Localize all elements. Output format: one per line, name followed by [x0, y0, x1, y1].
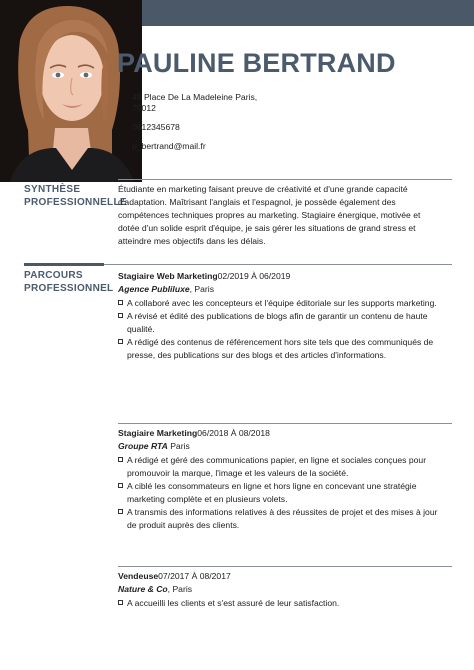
- job-separator: [118, 566, 452, 567]
- job-entry-3: [118, 570, 440, 610]
- checkbox-icon: [118, 483, 123, 488]
- contact-block: [132, 92, 272, 152]
- job-company-line: [118, 440, 440, 453]
- checkbox-icon: [118, 600, 123, 605]
- list-item: A accueilli les clients et s'est assuré de leur satisfaction.: [118, 597, 440, 610]
- checkbox-icon: [118, 339, 123, 344]
- job-header: [118, 270, 440, 283]
- list-item: A ciblé les consommateurs en ligne et hors ligne en concevant une stratégie marketing complète et en plusieurs volets.: [118, 480, 440, 506]
- list-item: A collaboré avec les concepteurs et l'équipe éditoriale sur les supports marketing.: [118, 297, 440, 310]
- job-bullets: [118, 597, 440, 610]
- job-company: Nature & Co: [118, 584, 168, 594]
- header-bar: [142, 0, 474, 26]
- job-title: Vendeuse: [118, 571, 159, 581]
- phone-text: 0612345678: [132, 122, 180, 132]
- job-company: Agence Publiluxe: [118, 284, 190, 294]
- summary-top-rule: [118, 179, 452, 180]
- checkbox-icon: [118, 457, 123, 462]
- list-item: A rédigé et géré des communications papier, en ligne et sociales conçues pour promouvoir la marque, l'image et les valeurs de la société.: [118, 454, 440, 480]
- checkbox-icon: [118, 300, 123, 305]
- career-section-bar: [24, 263, 104, 266]
- job-entry-1: [118, 270, 440, 362]
- job-bullets: [118, 454, 440, 532]
- checkbox-icon: [118, 313, 123, 318]
- job-entry-2: [118, 427, 440, 532]
- job-company-line: [118, 283, 440, 296]
- job-dates: 02/2019 À 06/2019: [217, 271, 291, 281]
- job-city: , Paris: [167, 584, 193, 594]
- job-separator: [118, 423, 452, 424]
- checkbox-icon: [118, 509, 123, 514]
- email-link[interactable]: p_bertrand@mail.fr: [132, 141, 206, 151]
- summary-section-title: SYNTHÈSE PROFESSIONNELLE: [24, 184, 127, 208]
- profile-photo: [0, 0, 142, 182]
- list-item: A rédigé des contenus de référencement hors site tels que des communiqués de presse, des publications sur des blogs et des articles d'informations.: [118, 336, 440, 362]
- job-city: Paris: [167, 441, 190, 451]
- job-dates: 07/2017 À 08/2017: [158, 571, 231, 581]
- career-section-title: PARCOURS PROFESSIONNEL: [24, 270, 114, 294]
- job-city: , Paris: [189, 284, 214, 294]
- job-dates: 06/2018 À 08/2018: [197, 428, 270, 438]
- address-text: 49 Place De La Madeleine Paris, 75012: [132, 92, 258, 113]
- job-title: Stagiaire Marketing: [118, 428, 198, 438]
- job-title: Stagiaire Web Marketing: [118, 271, 218, 281]
- job-header: [118, 570, 440, 583]
- person-name: PAULINE BERTRAND: [117, 48, 396, 78]
- job-company: Groupe RTA: [118, 441, 168, 451]
- list-item: A transmis des informations relatives à des réussites de projet et des mises à jour de produit auprès des clients.: [118, 506, 440, 532]
- job-bullets: [118, 297, 440, 362]
- career-top-rule: [104, 264, 452, 265]
- list-item: A révisé et édité des publications de blogs afin de garantir un contenu de haute qualité.: [118, 310, 440, 336]
- job-company-line: [118, 583, 440, 596]
- summary-text: Étudiante en marketing faisant preuve de créativité et d'une grande capacité d'adaptation. Maîtrisant l'anglais et l'espagnol, je possède également des compétences techniques propres au marketing. Stagiaire énergique, motivée et dotée d'un solide esprit d'équipe, je sais gérer les situations de grand stress et atteindre mes objectifs dans les délais.: [118, 184, 421, 246]
- job-header: [118, 427, 440, 440]
